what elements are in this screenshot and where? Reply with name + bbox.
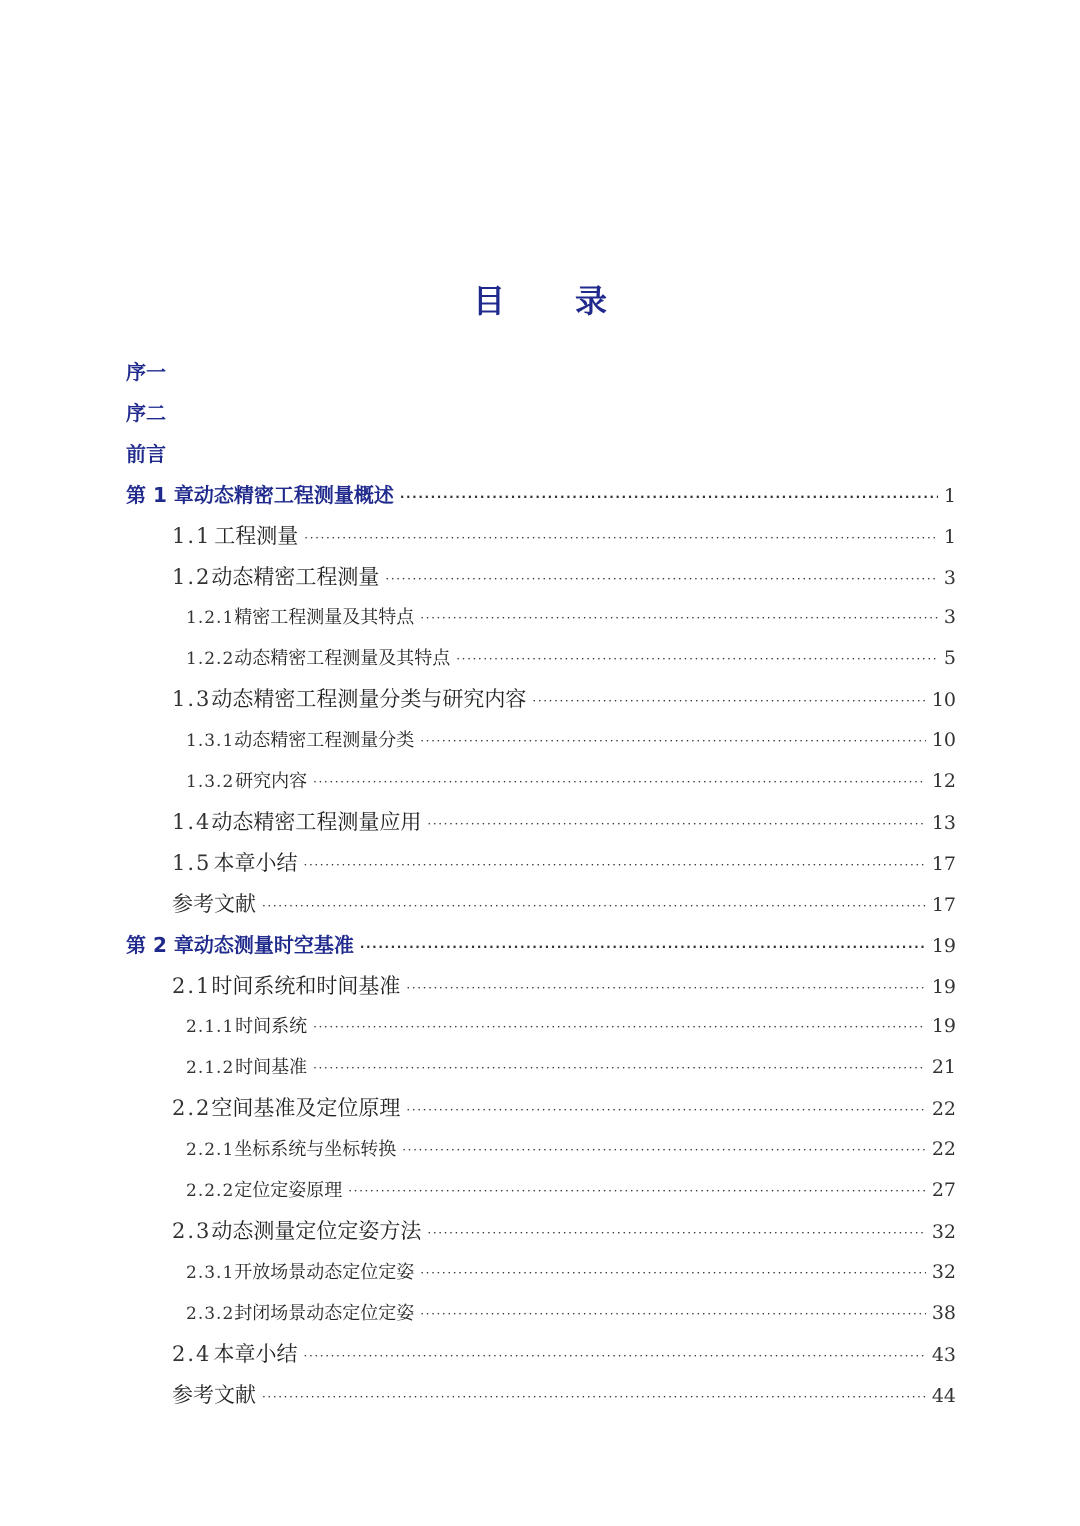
toc-title-char-2: 录 bbox=[575, 282, 608, 320]
toc-front-matter-item[interactable] bbox=[126, 352, 166, 392]
toc-page-number: 19 bbox=[931, 975, 956, 998]
toc-leader-dots bbox=[427, 1210, 925, 1253]
toc-page-number: 43 bbox=[931, 1343, 956, 1366]
toc-leader-dots bbox=[406, 965, 925, 1008]
toc-entry-title: 坐标系统与坐标转换 bbox=[234, 1139, 397, 1161]
toc-entry-title: 开放场景动态定位定姿 bbox=[234, 1261, 415, 1283]
toc-front-matter-item[interactable] bbox=[126, 393, 166, 433]
toc-page-number: 10 bbox=[931, 689, 956, 712]
toc-entry-number: 第 1 章 bbox=[126, 482, 194, 507]
toc-entry-title: 动态测量时空基准 bbox=[193, 932, 354, 957]
toc-section-entry[interactable] bbox=[172, 679, 956, 719]
toc-subsection-entry[interactable] bbox=[186, 638, 956, 678]
toc-entry-number: 1.1 bbox=[172, 523, 212, 548]
toc-entry-title: 工程测量 bbox=[214, 523, 299, 548]
toc-leader-dots bbox=[406, 1087, 925, 1130]
toc-leader-dots bbox=[304, 842, 926, 885]
toc-leader-dots bbox=[400, 474, 938, 517]
toc-leader-dots bbox=[304, 1333, 926, 1376]
toc-section-entry[interactable] bbox=[172, 843, 956, 883]
toc-page-number: 3 bbox=[943, 606, 956, 629]
toc-entry-title: 动态精密工程测量应用 bbox=[211, 809, 422, 834]
toc-entry-number: 2.2 bbox=[172, 1096, 212, 1121]
toc-entry-title: 时间系统和时间基准 bbox=[211, 973, 401, 998]
toc-leader-dots bbox=[420, 720, 926, 761]
toc-entry-number: 1.2 bbox=[172, 564, 212, 589]
toc-front-matter-item[interactable] bbox=[126, 434, 166, 474]
toc-leader-dots bbox=[402, 1129, 926, 1170]
toc-entry-number: 2.3 bbox=[172, 1218, 212, 1243]
toc-entry-number: 2.3.1 bbox=[186, 1262, 235, 1283]
toc-subsection-entry[interactable] bbox=[186, 1170, 956, 1210]
toc-front-matter-label: 序一 bbox=[126, 360, 166, 384]
toc-page-number: 22 bbox=[931, 1138, 956, 1161]
toc-leader-dots bbox=[313, 1006, 926, 1047]
toc-entry-title: 动态精密工程测量概述 bbox=[193, 482, 394, 507]
toc-entry-number: 2.2.2 bbox=[186, 1181, 235, 1201]
toc-entry-title: 时间系统 bbox=[235, 1016, 308, 1038]
toc-page-number: 17 bbox=[931, 852, 956, 875]
toc-entry-number: 1.2.1 bbox=[186, 608, 235, 629]
toc-leader-dots bbox=[313, 1047, 926, 1088]
toc-page-number: 5 bbox=[943, 647, 956, 670]
toc-chapter-entry[interactable] bbox=[126, 925, 956, 965]
toc-page-number: 12 bbox=[931, 770, 956, 792]
toc-subsection-entry[interactable] bbox=[186, 1252, 956, 1292]
toc-entry-title: 精密工程测量及其特点 bbox=[234, 607, 415, 629]
toc-references-entry[interactable] bbox=[172, 1375, 956, 1415]
toc-entry-title: 参考文献 bbox=[172, 891, 256, 916]
toc-page-number: 13 bbox=[931, 811, 956, 834]
toc-section-entry[interactable] bbox=[172, 1211, 956, 1251]
toc-section-entry[interactable] bbox=[172, 557, 956, 597]
toc-subsection-entry[interactable] bbox=[186, 1293, 956, 1333]
toc-subsection-entry[interactable] bbox=[186, 1006, 956, 1046]
toc-front-matter-label: 前言 bbox=[126, 441, 166, 466]
toc-page-number: 19 bbox=[931, 934, 956, 957]
toc-entry-number: 1.3 bbox=[172, 687, 212, 712]
toc-references-entry[interactable] bbox=[172, 884, 956, 924]
toc-leader-dots bbox=[456, 638, 938, 679]
toc-page-number: 19 bbox=[931, 1015, 956, 1038]
toc-entry-number: 1.3.1 bbox=[186, 731, 235, 752]
toc-page-number: 10 bbox=[931, 729, 956, 752]
toc-page-number: 21 bbox=[931, 1056, 956, 1079]
toc-leader-dots bbox=[304, 515, 938, 558]
toc-leader-dots bbox=[427, 801, 925, 844]
toc-leader-dots bbox=[420, 1293, 926, 1334]
toc-subsection-entry[interactable] bbox=[186, 1047, 956, 1087]
toc-leader-dots bbox=[385, 556, 938, 599]
toc-entry-title: 空间基准及定位原理 bbox=[211, 1096, 401, 1121]
toc-subsection-entry[interactable] bbox=[186, 761, 956, 801]
toc-page-number: 27 bbox=[931, 1179, 956, 1201]
toc-entry-number: 1.4 bbox=[172, 809, 212, 834]
toc-entry-title: 本章小结 bbox=[213, 1341, 298, 1366]
toc-page-number: 44 bbox=[931, 1384, 956, 1407]
toc-subsection-entry[interactable] bbox=[186, 597, 956, 637]
toc-chapter-entry[interactable] bbox=[126, 475, 956, 515]
toc-leader-dots bbox=[262, 883, 926, 926]
toc-leader-dots bbox=[532, 678, 925, 721]
toc-page-number: 38 bbox=[931, 1301, 956, 1324]
toc-leader-dots bbox=[313, 761, 926, 802]
toc-entry-number: 1.3.2 bbox=[186, 772, 235, 792]
toc-entry-title: 参考文献 bbox=[172, 1382, 256, 1407]
toc-entry-title: 动态测量定位定姿方法 bbox=[211, 1218, 422, 1243]
toc-entry-number: 2.1 bbox=[172, 973, 212, 998]
toc-entry-title: 动态精密工程测量 bbox=[211, 564, 380, 589]
toc-entry-number: 第 2 章 bbox=[126, 932, 194, 957]
toc-page-number: 22 bbox=[931, 1098, 956, 1121]
toc-entry-number: 2.1.1 bbox=[186, 1017, 235, 1038]
toc-front-matter-label: 序二 bbox=[126, 400, 166, 425]
toc-entry-number: 1.5 bbox=[172, 850, 212, 875]
toc-page-number: 32 bbox=[931, 1260, 956, 1283]
toc-page-number: 1 bbox=[943, 525, 956, 548]
toc-entry-title: 研究内容 bbox=[235, 771, 308, 792]
toc-section-entry[interactable] bbox=[172, 1088, 956, 1128]
toc-title bbox=[0, 276, 1080, 322]
toc-entry-title: 时间基准 bbox=[235, 1057, 308, 1079]
toc-page-number: 1 bbox=[943, 484, 956, 507]
toc-title-char-1: 目 bbox=[472, 282, 505, 320]
toc-entry-title: 封闭场景动态定位定姿 bbox=[234, 1302, 415, 1324]
toc-subsection-entry[interactable] bbox=[186, 720, 956, 760]
toc-entry-title: 动态精密工程测量分类与研究内容 bbox=[211, 687, 527, 712]
toc-section-entry[interactable] bbox=[172, 802, 956, 842]
toc-entry-number: 2.4 bbox=[172, 1341, 212, 1366]
toc-entry-title: 动态精密工程测量分类 bbox=[234, 730, 415, 752]
toc-entry-number: 1.2.2 bbox=[186, 649, 235, 670]
toc-leader-dots bbox=[262, 1374, 926, 1417]
toc-entry-number: 2.3.2 bbox=[186, 1303, 235, 1324]
toc-entry-number: 2.1.2 bbox=[186, 1058, 235, 1079]
toc-page-number: 32 bbox=[931, 1220, 956, 1243]
toc-leader-dots bbox=[360, 924, 926, 967]
toc-leader-dots bbox=[420, 1252, 926, 1293]
toc-entry-title: 本章小结 bbox=[213, 850, 298, 875]
toc-entry-title: 定位定姿原理 bbox=[234, 1180, 343, 1201]
toc-subsection-entry[interactable] bbox=[186, 1129, 956, 1169]
toc-section-entry[interactable] bbox=[172, 1334, 956, 1374]
toc-page-number: 17 bbox=[931, 893, 956, 916]
toc-leader-dots bbox=[420, 597, 938, 638]
toc-entry-number: 2.2.1 bbox=[186, 1140, 235, 1161]
toc-page-number: 3 bbox=[943, 566, 956, 589]
toc-leader-dots bbox=[348, 1170, 926, 1211]
toc-entry-title: 动态精密工程测量及其特点 bbox=[234, 648, 451, 670]
toc-section-entry[interactable] bbox=[172, 966, 956, 1006]
toc-section-entry[interactable] bbox=[172, 516, 956, 556]
